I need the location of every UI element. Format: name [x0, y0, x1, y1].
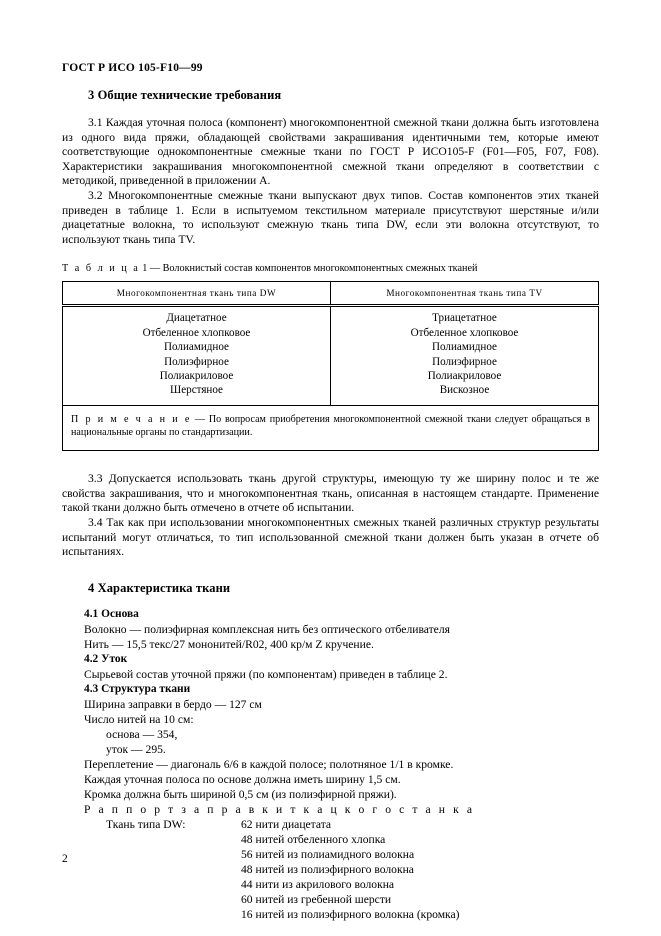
thread-row: [106, 862, 599, 877]
heading-4-3-struktura-tkani: 4.3 Структура ткани: [84, 682, 191, 695]
line-4-3-utochnaya-polosa: Каждая уточная полоса по основе должна иметь ширину 1,5 см.: [84, 772, 401, 786]
spacer: [62, 247, 599, 262]
thread-row: [106, 892, 599, 907]
fiber-item: Шерстяное: [170, 384, 223, 397]
section-3-heading: 3 Общие технические требования: [88, 88, 282, 102]
table-note-label: П р и м е ч а н и е: [71, 413, 192, 425]
table-caption-text: — Волокнистый состав компонентов многокомпонентных смежных тканей: [149, 263, 478, 275]
table-header-row: [63, 282, 599, 306]
table-caption-number: 1: [142, 263, 148, 275]
table-1-fiber-composition: [62, 281, 599, 451]
line-4-3-osnova-count: основа — 354,: [106, 727, 178, 741]
fiber-item: Полиэфирное: [432, 355, 497, 368]
thread-row: [106, 877, 599, 892]
table-note-cell: [63, 405, 599, 450]
thread-row: [106, 847, 599, 862]
fiber-item: Триацетатное: [432, 312, 497, 325]
thread-list-label-blank: [106, 862, 241, 877]
heading-rapport-zapravki: Р а п п о р т з а п р а в к и т к а ц к о г о с т а н к а: [84, 802, 475, 816]
fiber-item: Полиакриловое: [159, 369, 234, 382]
paragraph-3-4: 3.4 Так как при использовании многокомпонентных смежных тканей различных структур результаты испытаний могут отличаться, то тип использованной смежной ткани должен быть указан в отчете об испытаниях.: [62, 515, 599, 559]
thread-row: [106, 832, 599, 847]
thread-list-label: Ткань типа DW:: [106, 817, 186, 831]
fiber-item: Полиэфирное: [164, 355, 229, 368]
thread-repeat-list: [84, 817, 599, 922]
line-4-3-perepletenie: Переплетение — диагональ 6/6 в каждой полосе; полотняное 1/1 в кромке.: [84, 757, 454, 771]
section-4-heading: 4 Характеристика ткани: [88, 580, 231, 595]
fiber-item: Диацетатное: [166, 312, 227, 325]
page-number: 2: [62, 853, 68, 865]
thread-list-label-blank: [106, 892, 241, 907]
line-4-3-kromka: Кромка должна быть шириной 0,5 см (из полиэфирной пряжи).: [84, 787, 397, 801]
paragraph-3-3: 3.3 Допускается использовать ткань другой структуры, имеющую ту же ширину полос и те же свойства закрашивания, что и многокомпонентная ткань, описанная в настоящем стандарте. Применение такой ткани должно быть отмечено в отчете об испытании.: [62, 472, 599, 515]
table-header-tv: Многокомпонентная ткань типа TV: [331, 282, 599, 306]
thread-row: [106, 907, 599, 922]
line-4-1-nit: Нить — 15,5 текс/27 мононитей/R02, 400 кр/м Z кручение.: [84, 637, 374, 651]
paragraph-3-1: 3.1 Каждая уточная полоса (компонент) многокомпонентной смежной ткани должна быть изготовлена из одного вида пряжи, обладающей свойствами закрашивания идентичными тем, которые имеют соответствующие однокомпонентные смежные ткани по ГОСТ Р ИСО105-F (F01—F05, F07, F08). Характеристики закрашивания многокомпонентной смежной ткани определяют в соответствии с методикой, приведенной в приложении А.: [62, 116, 599, 188]
spacer: [62, 451, 599, 472]
fiber-item: Полиамидное: [432, 341, 497, 354]
paragraph-3-2: 3.2 Многокомпонентные смежные ткани выпускают двух типов. Состав компонентов этих тканей приведен в таблице 1. Если в испытуемом текстильном материале присутствуют шерстяные и/или диацетатные волокна, то используют смежную ткань типа DW, если эти волокна отсутствуют, то используют ткань типа TV.: [62, 188, 599, 246]
thread-item: 16 нитей из полиэфирного волокна (кромка): [241, 907, 460, 921]
thread-item: 44 нити из акрилового волокна: [241, 877, 395, 891]
fiber-item: Отбеленное хлопковое: [410, 326, 519, 339]
spacer: [62, 560, 599, 581]
heading-4-1-osnova: 4.1 Основа: [84, 607, 139, 620]
thread-item: 60 нитей из гребенной шерсти: [241, 892, 392, 906]
thread-list-label-blank: [106, 832, 241, 847]
line-4-2-syrevoy-sostav: Сырьевой состав уточной пряжи (по компонентам) приведен в таблице 2.: [84, 667, 448, 681]
line-4-3-shirina-zapravki: Ширина заправки в бердо — 127 см: [84, 697, 262, 711]
fiber-item: Полиамидное: [164, 341, 229, 354]
thread-item: 48 нитей отбеленного хлопка: [241, 832, 386, 846]
section-4-body: [62, 607, 599, 922]
table-body-row: [63, 306, 599, 405]
heading-4-2-utok: 4.2 Уток: [84, 652, 128, 665]
fiber-item: Полиакриловое: [427, 369, 502, 382]
thread-list-label-blank: [106, 877, 241, 892]
thread-list-label-blank: [106, 907, 241, 922]
table-note-text: — По вопросам приобретения многокомпонентной смежной ткани следует обращаться в национальные органы по стандартизации.: [71, 413, 590, 438]
table-1-caption: [62, 262, 599, 275]
thread-item: 48 нитей из полиэфирного волокна: [241, 862, 414, 876]
running-head-standard-number: ГОСТ Р ИСО 105-F10—99: [62, 62, 203, 74]
table-header-dw: Многокомпонентная ткань типа DW: [63, 282, 331, 306]
thread-item: 56 нитей из полиамидного волокна: [241, 847, 415, 861]
table-caption-label: Т а б л и ц а: [62, 263, 140, 275]
line-4-3-utok-count: уток — 295.: [106, 742, 166, 756]
page-content: [62, 88, 599, 922]
table-cell-dw-fibers: [63, 306, 331, 405]
thread-list-label-blank: [106, 847, 241, 862]
thread-item: 62 нити диацетата: [241, 817, 332, 831]
table-cell-tv-fibers: [331, 306, 599, 405]
fiber-item: Отбеленное хлопковое: [142, 326, 251, 339]
thread-row: [106, 817, 599, 832]
table-note-row: [63, 405, 599, 450]
fiber-item: Вискозное: [439, 384, 490, 397]
line-4-3-chislo-nitey: Число нитей на 10 см:: [84, 712, 194, 726]
line-4-1-volokno: Волокно — полиэфирная комплексная нить без оптического отбеливателя: [84, 622, 450, 636]
